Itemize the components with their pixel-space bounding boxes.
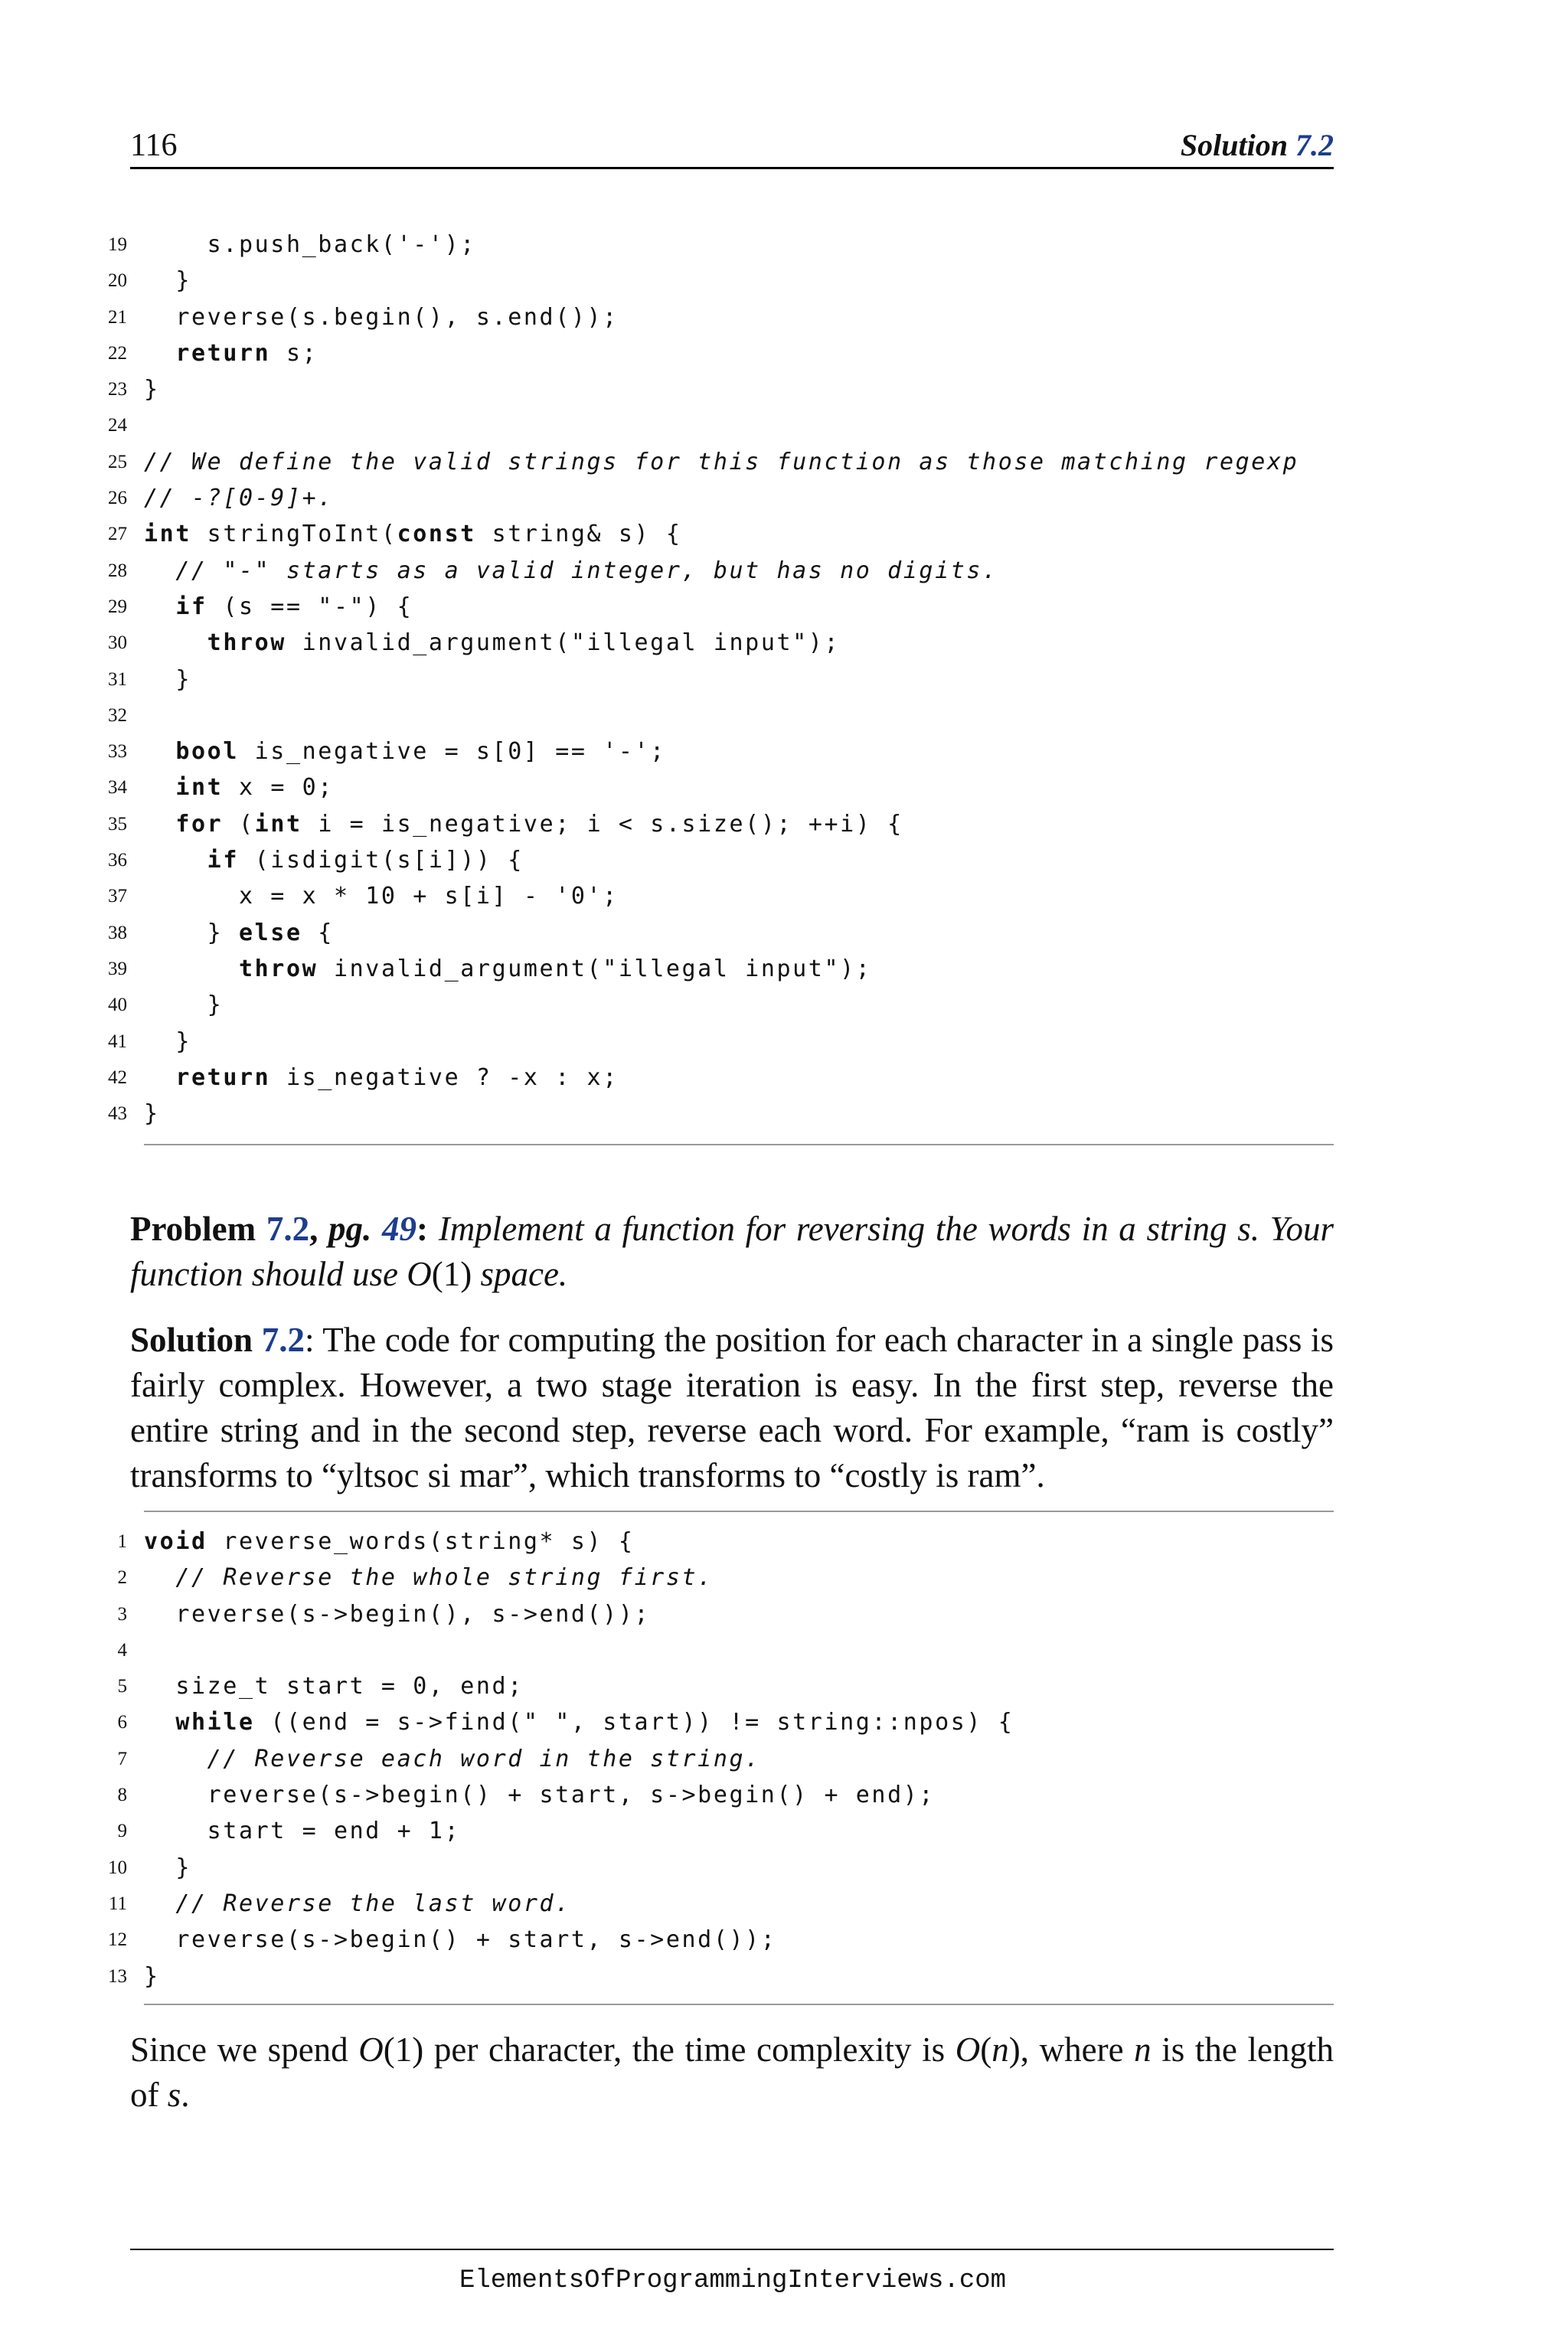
line-number: 22 (108, 342, 127, 364)
problem-text-2: . Your function should use (130, 1210, 1334, 1293)
code-line (92, 589, 1334, 625)
code-block-1-bottom-rule (144, 1144, 1334, 1145)
code-text (144, 1850, 191, 1886)
code-line (92, 1596, 1334, 1632)
closing-paren-close: ) (1008, 2030, 1021, 2069)
line-number: 3 (117, 1603, 127, 1625)
code-text (144, 987, 223, 1023)
header-rule (130, 167, 1334, 169)
code-keyword: else (238, 919, 302, 946)
line-number: 12 (108, 1929, 127, 1951)
code-keyword: if (175, 593, 207, 620)
code-line (92, 516, 1334, 552)
code-segment: } (144, 991, 224, 1019)
code-segment: } (144, 1100, 160, 1128)
line-number: 31 (108, 668, 127, 690)
line-number: 42 (108, 1067, 127, 1088)
code-text (144, 1596, 650, 1632)
line-number: 1 (117, 1531, 127, 1552)
code-text (144, 769, 334, 805)
line-number: 5 (117, 1676, 127, 1697)
code-keyword: for (175, 810, 224, 838)
code-line (92, 878, 1334, 914)
code-text (144, 553, 998, 589)
code-line (92, 806, 1334, 842)
line-number: 34 (108, 777, 127, 799)
line-number: 38 (108, 922, 127, 943)
code-line (92, 1560, 1334, 1596)
problem-big-o: O (407, 1255, 432, 1293)
code-text (144, 878, 619, 914)
line-number: 32 (108, 704, 127, 726)
line-number: 21 (108, 306, 127, 328)
code-segment (144, 774, 175, 801)
code-comment: // -?[0-9]+. (144, 485, 334, 512)
code-text (144, 625, 840, 661)
code-text (144, 371, 160, 407)
closing-paren-open: ( (980, 2030, 992, 2069)
code-line (92, 299, 1334, 335)
line-number: 35 (108, 813, 127, 835)
code-line (92, 915, 1334, 951)
code-segment: } (144, 919, 239, 946)
code-keyword: return (175, 1063, 271, 1091)
closing-text-2: per character, the time complexity is (423, 2030, 956, 2069)
code-line (92, 263, 1334, 299)
code-segment: i = is_negative; i < s.size(); ++i) { (302, 810, 903, 838)
line-number: 4 (117, 1639, 127, 1661)
code-segment: { (302, 919, 334, 946)
code-segment (144, 847, 207, 874)
code-text (144, 1704, 1014, 1740)
line-number: 30 (108, 632, 127, 654)
code-block-string-to-int (92, 227, 1334, 1132)
code-line (92, 227, 1334, 263)
code-keyword: int (175, 774, 224, 802)
page-number: 116 (130, 128, 178, 163)
code-comment: // We define the valid strings for this function as those matching regexp (144, 448, 1299, 475)
code-text (144, 1777, 935, 1813)
code-keyword: bool (175, 738, 239, 766)
code-segment: start = end + 1; (144, 1818, 461, 1845)
code-comment: // Reverse each word in the string. (207, 1745, 761, 1772)
code-comment: // Reverse the last word. (175, 1890, 571, 1917)
code-text (144, 227, 476, 263)
closing-text-4: is the length of (130, 2030, 1334, 2114)
code-segment: s; (270, 339, 318, 367)
code-keyword: int (254, 810, 302, 838)
code-text (144, 1922, 776, 1958)
closing-var-n: n (991, 2030, 1009, 2069)
code-line (92, 769, 1334, 805)
code-text (144, 806, 903, 842)
line-number: 9 (117, 1821, 127, 1842)
code-text (144, 1886, 571, 1922)
line-number: 23 (108, 379, 127, 400)
code-line (92, 1777, 1334, 1813)
code-segment: (s == "-") { (207, 593, 413, 620)
code-text (144, 335, 318, 371)
code-text (144, 1813, 460, 1849)
code-text (144, 444, 1298, 480)
running-head (1181, 122, 1334, 168)
code-text (144, 589, 413, 625)
line-number: 25 (108, 451, 127, 472)
line-number: 33 (108, 741, 127, 763)
code-line (92, 444, 1334, 480)
problem-var-s: s (1237, 1210, 1251, 1248)
code-keyword: throw (207, 629, 286, 657)
footer-url[interactable]: ElementsOfProgrammingInterviews.com (459, 2266, 1007, 2295)
code-segment (144, 956, 239, 982)
code-segment: } (144, 1962, 160, 1990)
code-segment (144, 557, 175, 584)
problem-page-link[interactable]: 49 (382, 1210, 416, 1248)
line-number: 36 (108, 850, 127, 871)
code-block-2-bottom-rule (144, 2004, 1334, 2005)
code-line (92, 553, 1334, 589)
code-text (144, 263, 191, 299)
code-segment: ((end = s->find(" ", start)) != string::npos) { (254, 1709, 1014, 1736)
code-segment: stringToInt( (191, 521, 397, 548)
line-number: 29 (108, 596, 127, 617)
code-segment (144, 1064, 175, 1091)
code-keyword: if (207, 847, 239, 874)
line-number: 7 (117, 1748, 127, 1769)
code-text (144, 480, 334, 516)
code-segment: reverse(s->begin() + start, s->end()); (144, 1926, 777, 1954)
code-text (144, 951, 871, 987)
code-segment: } (144, 1027, 191, 1055)
code-comment: // Reverse the whole string first. (175, 1564, 714, 1592)
code-segment (144, 593, 175, 620)
code-keyword: return (175, 339, 271, 367)
code-segment: x = x * 10 + s[i] - '0'; (144, 883, 619, 910)
closing-text-3: , where (1020, 2030, 1135, 2069)
code-text (144, 299, 619, 335)
code-line (92, 1958, 1334, 1994)
code-text (144, 915, 334, 951)
code-line (92, 407, 1334, 443)
code-segment: reverse(s->begin(), s->end()); (144, 1600, 651, 1628)
line-number: 27 (108, 524, 127, 545)
line-number: 24 (108, 415, 127, 436)
solution-label: Solution (130, 1321, 253, 1359)
code-segment: invalid_argument("illegal input"); (318, 955, 872, 982)
line-number: 41 (108, 1031, 127, 1052)
code-comment: // "-" starts as a valid integer, but has no digits. (175, 557, 998, 584)
code-text (144, 842, 524, 878)
code-line (92, 1922, 1334, 1958)
code-line (92, 1850, 1334, 1886)
problem-ref-link[interactable]: 7.2 (266, 1210, 310, 1248)
code-segment (144, 1709, 175, 1736)
code-segment: is_negative ? -x : x; (270, 1063, 619, 1091)
closing-var-s: s (167, 2076, 181, 2114)
code-segment: } (144, 267, 191, 295)
code-line (92, 1813, 1334, 1849)
code-line (92, 1741, 1334, 1777)
problem-label: Problem (130, 1210, 256, 1248)
closing-big-o-1: O (358, 2030, 384, 2069)
code-segment: string& s) { (475, 521, 682, 548)
code-line (92, 697, 1334, 733)
code-segment: invalid_argument("illegal input"); (286, 629, 841, 657)
line-number: 13 (108, 1965, 127, 1987)
line-number: 39 (108, 958, 127, 979)
code-segment: reverse_words(string* s) { (207, 1528, 635, 1555)
line-number: 40 (108, 995, 127, 1016)
code-line (92, 371, 1334, 407)
code-line (92, 1060, 1334, 1096)
complexity-paragraph (130, 2027, 1334, 2118)
code-line (92, 1704, 1334, 1740)
code-segment: reverse(s.begin(), s.end()); (144, 303, 619, 331)
solution-text: The code for computing the position for each character in a single pass is fairly complex. However, a two stage iteration is easy. In the first step, reverse the entire string and in the second step, reverse each word. For example, “ram is costly” transforms to “yltsoc si mar”, which transforms to “costly is ram”. (130, 1321, 1334, 1494)
code-line (92, 1024, 1334, 1060)
code-segment (144, 1746, 207, 1772)
code-keyword: throw (238, 955, 318, 982)
code-line (92, 1524, 1334, 1560)
code-line (92, 335, 1334, 371)
code-text (144, 1024, 191, 1060)
code-line (92, 1886, 1334, 1922)
code-segment: } (144, 665, 191, 693)
line-number: 19 (108, 234, 127, 255)
code-text (144, 1096, 160, 1132)
code-line (92, 662, 1334, 697)
code-text (144, 1741, 761, 1777)
code-segment: ( (223, 810, 255, 838)
code-block-2-top-rule (144, 1511, 1334, 1512)
code-text (144, 1958, 160, 1994)
line-number: 11 (108, 1893, 127, 1914)
line-number: 37 (108, 886, 127, 907)
code-keyword: int (144, 521, 191, 548)
code-line (92, 625, 1334, 661)
closing-big-o-2: O (955, 2030, 981, 2069)
code-text (144, 1060, 619, 1096)
code-segment: s.push_back('-'); (144, 231, 476, 258)
closing-arg-1: (1) (383, 2030, 424, 2069)
code-segment: size_t start = 0, end; (144, 1673, 524, 1700)
code-text (144, 1524, 635, 1560)
line-number: 26 (108, 488, 127, 509)
code-block-reverse-words (92, 1524, 1334, 1994)
problem-text-1: Implement a function for reversing the words in a string (438, 1210, 1238, 1248)
line-number: 20 (108, 270, 127, 292)
code-line (92, 1668, 1334, 1704)
code-line (92, 842, 1334, 878)
code-segment (144, 1564, 175, 1591)
closing-text-5: . (181, 2076, 190, 2114)
code-keyword: void (144, 1528, 207, 1555)
code-segment: is_negative = s[0] == '-'; (238, 738, 666, 766)
code-segment: x = 0; (223, 774, 334, 802)
code-text (144, 733, 666, 769)
solution-ref-link[interactable]: 7.2 (261, 1321, 305, 1359)
code-line (92, 733, 1334, 769)
line-number: 6 (117, 1712, 127, 1733)
code-line (92, 480, 1334, 516)
problem-text-end: space. (472, 1255, 568, 1293)
code-keyword: while (175, 1709, 255, 1736)
line-number: 43 (108, 1103, 127, 1125)
problem-pg-label: pg. (328, 1210, 372, 1248)
code-segment: } (144, 376, 160, 403)
code-segment (144, 738, 175, 765)
code-text (144, 516, 682, 552)
code-line (92, 987, 1334, 1023)
code-line (92, 1632, 1334, 1668)
running-head-ref-link[interactable]: 7.2 (1295, 128, 1334, 162)
line-number: 10 (108, 1857, 127, 1878)
code-text (144, 662, 191, 697)
code-text (144, 1668, 524, 1704)
footer-rule (130, 2249, 1334, 2250)
running-head-prefix: Solution (1180, 128, 1295, 162)
solution-paragraph: Solution 7.2: The code for computing the position for each character in a single pass is fairly complex. However, a two stage iteration is easy. In the first step, reverse the entire string and in the second step, reverse each word. For example, “ram is costly” transforms to “yltsoc si mar”, which transforms to “costly is ram”. (130, 1321, 1334, 1494)
line-number: 8 (117, 1785, 127, 1806)
code-keyword: const (397, 521, 476, 548)
code-segment (144, 811, 175, 838)
problem-statement: Problem 7.2, pg. 49: Implement a function for reversing the words in a string s. Your function should use O(1) space. (130, 1210, 1334, 1293)
code-text (144, 1560, 714, 1596)
code-line (92, 1096, 1334, 1132)
code-segment: (isdigit(s[i])) { (238, 847, 524, 874)
code-segment (144, 1890, 175, 1917)
code-segment: reverse(s->begin() + start, s->begin() + end); (144, 1782, 936, 1809)
code-line (92, 951, 1334, 987)
line-number: 28 (108, 560, 127, 581)
code-segment (144, 629, 207, 656)
problem-space-arg: (1) (431, 1255, 472, 1293)
closing-var-n-2: n (1134, 2030, 1152, 2069)
code-segment (144, 340, 175, 367)
line-number: 2 (117, 1567, 127, 1589)
code-segment: } (144, 1854, 191, 1881)
closing-text-1: Since we spend (130, 2030, 359, 2069)
